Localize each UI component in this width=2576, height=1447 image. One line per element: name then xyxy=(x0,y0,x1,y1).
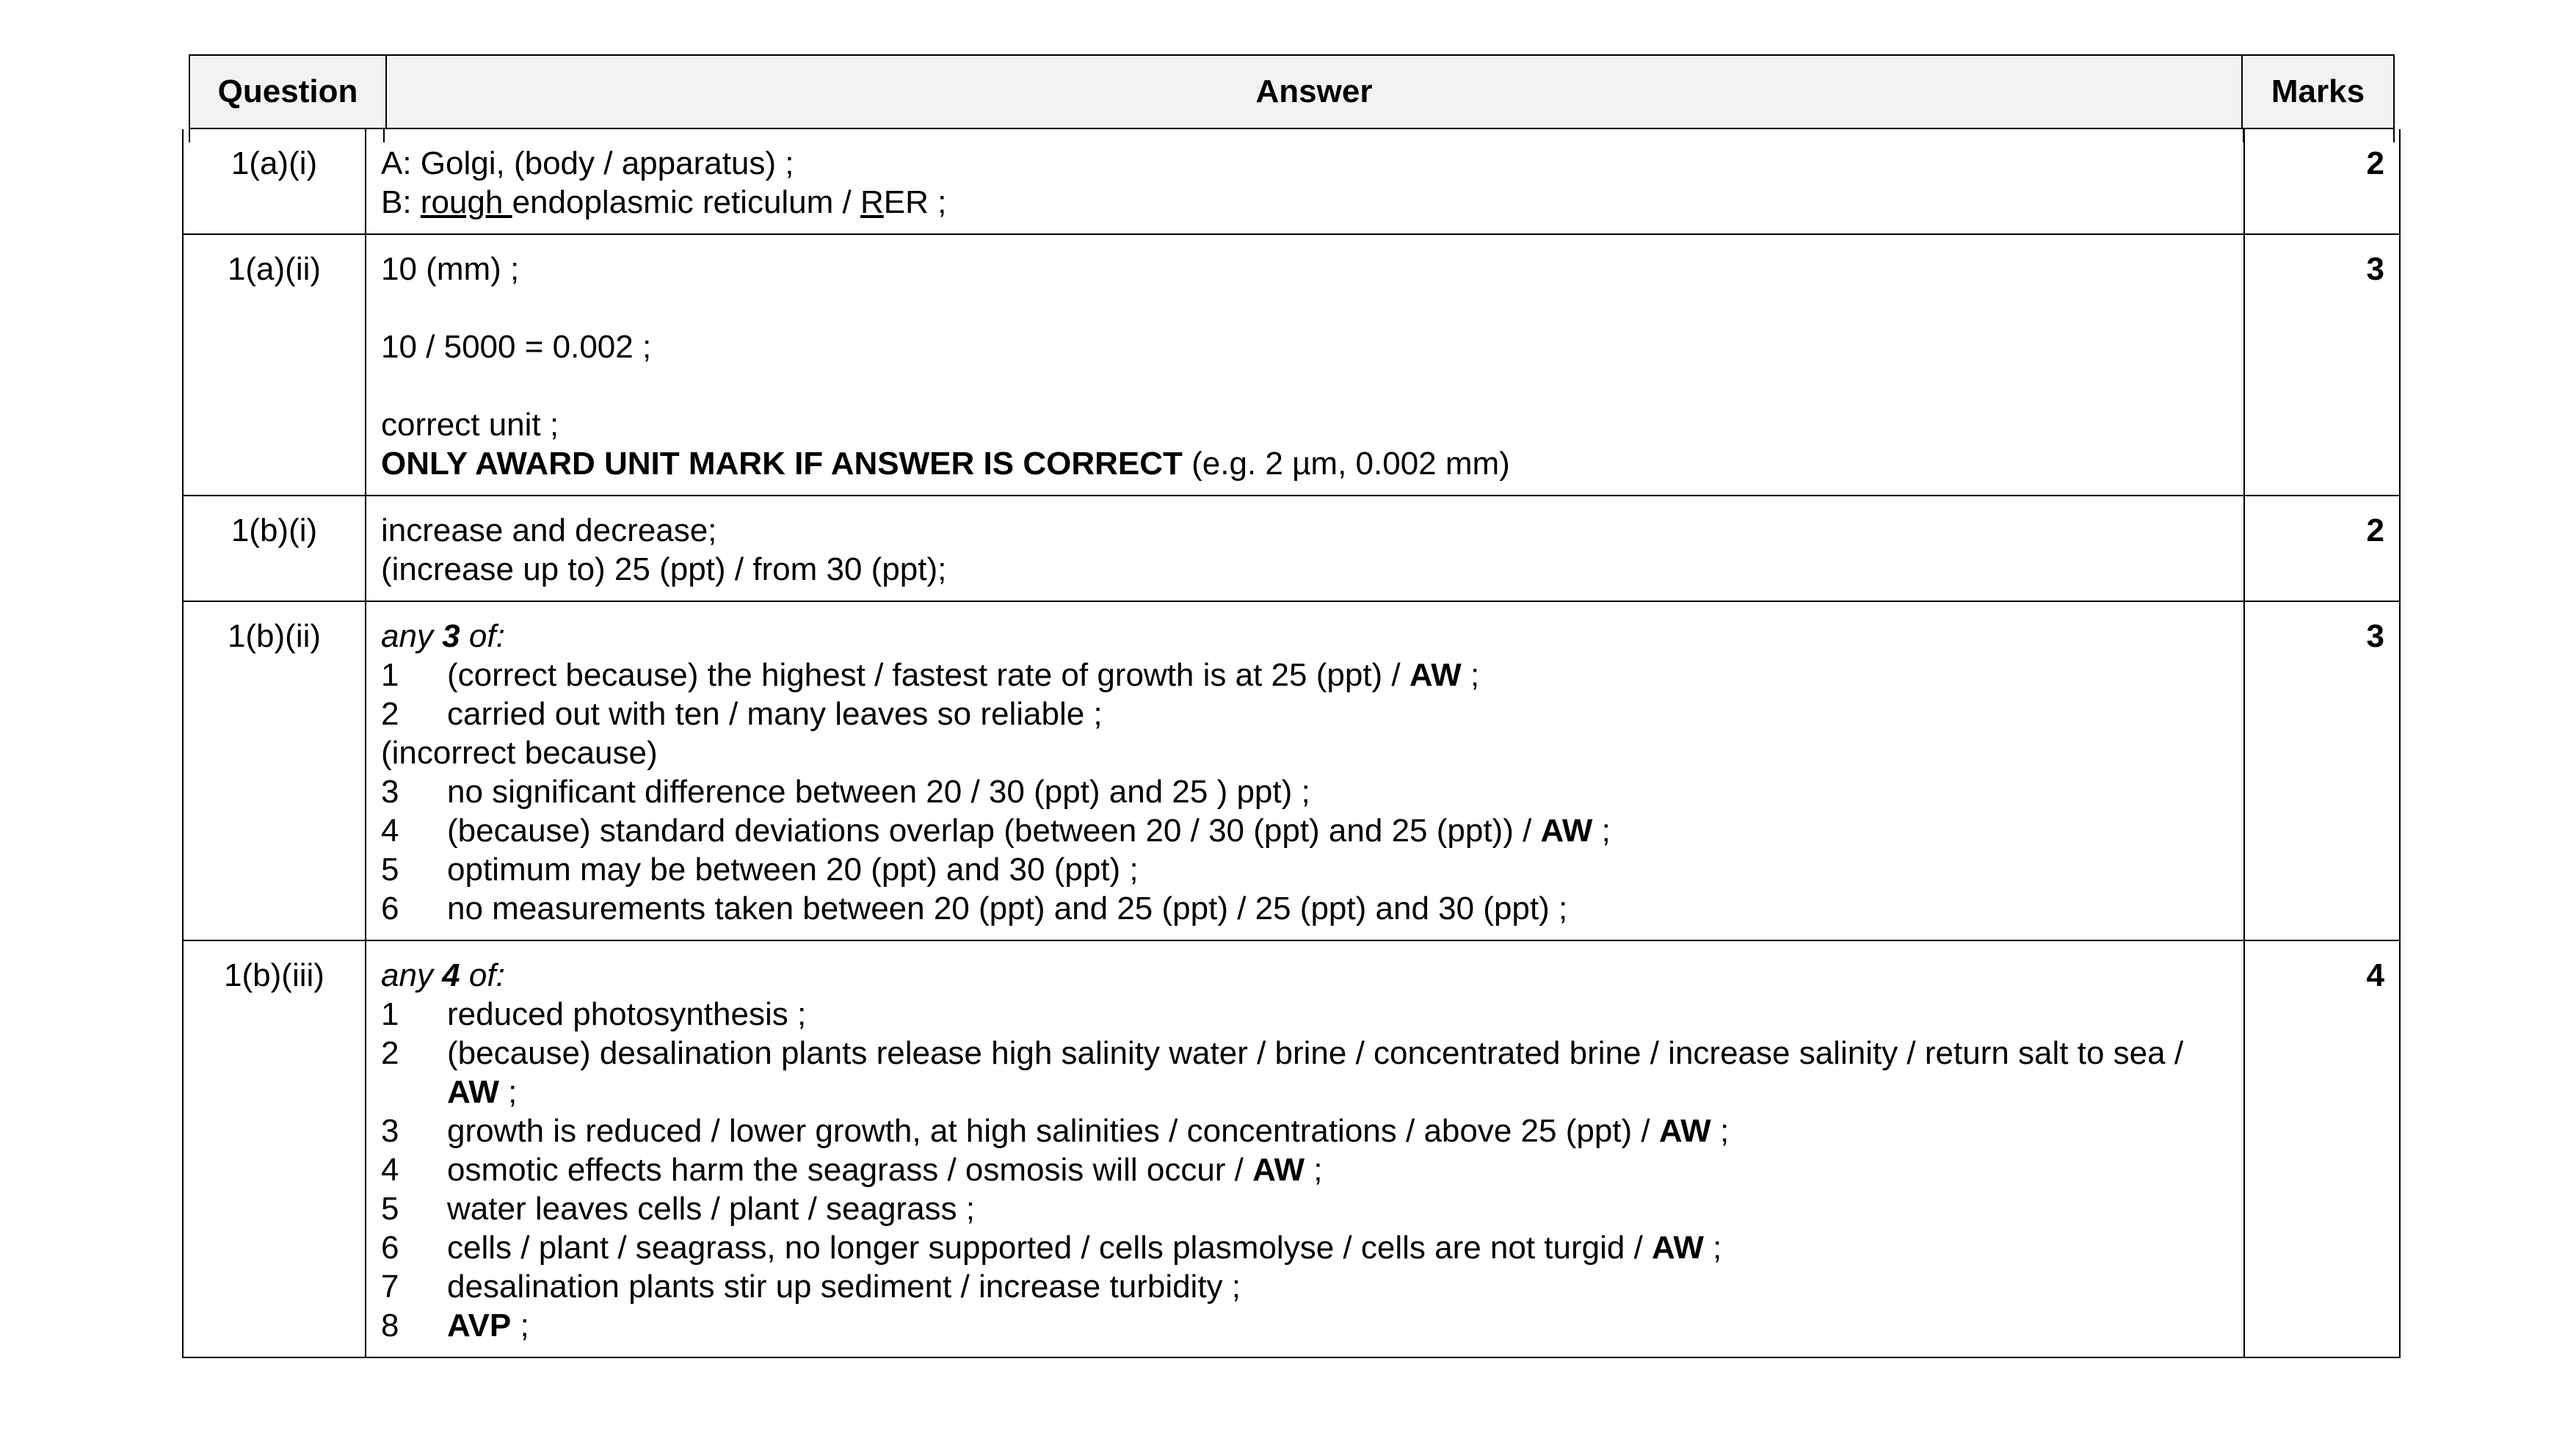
answer-line: (increase up to) 25 (ppt) / from 30 (ppt); xyxy=(381,551,947,587)
aw-label: AW xyxy=(447,1074,499,1110)
aw-label: AW xyxy=(1252,1152,1305,1188)
point-body: osmotic effects harm the seagrass / osmosis will occur / xyxy=(447,1152,1253,1188)
point-body: growth is reduced / lower growth, at high salinities / concentrations / above 25 (ppt) / xyxy=(447,1113,1659,1149)
point-text xyxy=(447,1150,2229,1189)
underlined-keyword: R xyxy=(860,184,884,220)
marking-point xyxy=(381,1189,2229,1228)
point-body: optimum may be between 20 (ppt) and 30 (ppt) ; xyxy=(447,852,1139,888)
marking-point xyxy=(381,1228,2229,1267)
marking-point xyxy=(381,889,2229,928)
point-end: ; xyxy=(1461,657,1480,693)
answer-line xyxy=(381,183,2229,222)
answer-text: ER ; xyxy=(883,184,947,220)
point-number: 3 xyxy=(381,774,399,810)
point-text xyxy=(447,1267,2229,1306)
point-number: 4 xyxy=(381,813,399,849)
point-end: ; xyxy=(511,1308,529,1343)
marking-point xyxy=(381,1111,2229,1150)
question-number: 1(a)(ii) xyxy=(183,234,366,496)
marks-value: 4 xyxy=(2244,940,2400,1357)
point-number: 1 xyxy=(381,657,399,693)
point-body: carried out with ten / many leaves so reliable ; xyxy=(447,696,1103,732)
point-body: reduced photosynthesis ; xyxy=(447,996,807,1032)
answer-text: B: xyxy=(381,184,421,220)
marking-point xyxy=(381,1034,2229,1111)
point-body: no significant difference between 20 / 30 (ppt) and 25 ) ppt) ; xyxy=(447,774,1310,810)
answer-line: (incorrect because) xyxy=(381,735,658,771)
point-body: (because) desalination plants release high salinity water / brine / concentrated brine / increase salinity / return salt to sea / xyxy=(447,1035,2184,1071)
marking-point xyxy=(381,850,2229,889)
intro-count: 4 xyxy=(442,957,460,993)
point-end: ; xyxy=(1305,1152,1323,1188)
point-end: ; xyxy=(498,1074,518,1110)
marking-point xyxy=(381,1267,2229,1306)
underlined-keyword: rough xyxy=(420,184,512,220)
answer-line: A: Golgi, (body / apparatus) ; xyxy=(381,145,794,181)
point-text xyxy=(447,1306,2229,1345)
marks-value: 2 xyxy=(2244,496,2400,601)
point-body: desalination plants stir up sediment / increase turbidity ; xyxy=(447,1269,1241,1305)
point-end: ; xyxy=(1703,1230,1722,1266)
point-number: 1 xyxy=(381,996,399,1032)
table-row xyxy=(183,234,2400,496)
aw-label: AW xyxy=(1540,813,1593,849)
table-row xyxy=(183,496,2400,601)
question-number: 1(b)(iii) xyxy=(183,940,366,1357)
table-row xyxy=(183,601,2400,940)
aw-label: AW xyxy=(1409,657,1462,693)
marking-point xyxy=(381,772,2229,811)
marking-point xyxy=(381,995,2229,1034)
intro-text: of: xyxy=(460,957,505,993)
answer-cell xyxy=(366,601,2244,940)
answer-cell xyxy=(366,129,2244,234)
marking-point xyxy=(381,1150,2229,1189)
point-body: (correct because) the highest / fastest rate of growth is at 25 (ppt) / xyxy=(447,657,1409,693)
point-body: cells / plant / seagrass, no longer supported / cells plasmolyse / cells are not turgid / xyxy=(447,1230,1652,1266)
table-row xyxy=(183,940,2400,1357)
point-number: 2 xyxy=(381,696,399,732)
answer-line xyxy=(381,444,2229,483)
answer-line: 10 (mm) ; xyxy=(381,251,520,287)
point-text xyxy=(447,811,2229,850)
answer-cell xyxy=(366,234,2244,496)
point-text xyxy=(447,995,2229,1034)
question-column-header: Question xyxy=(189,55,386,128)
point-number: 3 xyxy=(381,1113,399,1149)
point-text xyxy=(447,772,2229,811)
line-gap xyxy=(381,289,2229,327)
point-text xyxy=(447,1228,2229,1267)
answer-column-header: Answer xyxy=(386,55,2242,128)
point-body: water leaves cells / plant / seagrass ; xyxy=(447,1191,975,1227)
intro-count: 3 xyxy=(442,618,460,654)
point-number: 5 xyxy=(381,852,399,888)
point-text xyxy=(447,1189,2229,1228)
marking-point xyxy=(381,1306,2229,1345)
point-number: 7 xyxy=(381,1269,399,1305)
answer-line: 10 / 5000 = 0.002 ; xyxy=(381,329,652,365)
table-row xyxy=(183,129,2400,234)
point-text xyxy=(447,1034,2229,1111)
intro-text: any xyxy=(381,618,443,654)
point-text xyxy=(447,695,2229,733)
mark-scheme-header xyxy=(189,54,2395,129)
point-body: (because) standard deviations overlap (between 20 / 30 (ppt) and 25 (ppt)) / xyxy=(447,813,1541,849)
answer-line: increase and decrease; xyxy=(381,512,717,548)
intro-text: of: xyxy=(460,618,505,654)
point-number: 6 xyxy=(381,891,399,926)
any-of-intro xyxy=(381,617,2229,656)
marking-point xyxy=(381,656,2229,695)
point-text xyxy=(447,889,2229,928)
point-number: 6 xyxy=(381,1230,399,1266)
marking-point xyxy=(381,811,2229,850)
marking-point xyxy=(381,695,2229,733)
point-text xyxy=(447,656,2229,695)
marks-column-header: Marks xyxy=(2242,55,2394,128)
marks-value: 3 xyxy=(2244,234,2400,496)
point-end: ; xyxy=(1592,813,1611,849)
intro-text: any xyxy=(381,957,443,993)
mark-scheme-table xyxy=(182,129,2401,1358)
guidance-bold-text: ONLY AWARD UNIT MARK IF ANSWER IS CORRECT xyxy=(381,446,1183,482)
question-number: 1(b)(i) xyxy=(183,496,366,601)
answer-cell xyxy=(366,940,2244,1357)
question-number: 1(b)(ii) xyxy=(183,601,366,940)
point-end: ; xyxy=(1710,1113,1730,1149)
answer-cell xyxy=(366,496,2244,601)
point-number: 5 xyxy=(381,1191,399,1227)
any-of-intro xyxy=(381,956,2229,995)
aw-label: AVP xyxy=(447,1308,512,1343)
aw-label: AW xyxy=(1652,1230,1704,1266)
point-number: 4 xyxy=(381,1152,399,1188)
line-gap xyxy=(381,366,2229,405)
marks-value: 3 xyxy=(2244,601,2400,940)
answer-text: (e.g. 2 µm, 0.002 mm) xyxy=(1182,446,1510,482)
point-text xyxy=(447,850,2229,889)
answer-text: endoplasmic reticulum / xyxy=(512,184,860,220)
answer-line: correct unit ; xyxy=(381,407,559,443)
question-number: 1(a)(i) xyxy=(183,129,366,234)
point-number: 2 xyxy=(381,1035,399,1071)
point-number: 8 xyxy=(381,1308,399,1343)
marks-value: 2 xyxy=(2244,129,2400,234)
point-text xyxy=(447,1111,2229,1150)
aw-label: AW xyxy=(1658,1113,1711,1149)
point-body: no measurements taken between 20 (ppt) and 25 (ppt) / 25 (ppt) and 30 (ppt) ; xyxy=(447,891,1568,926)
